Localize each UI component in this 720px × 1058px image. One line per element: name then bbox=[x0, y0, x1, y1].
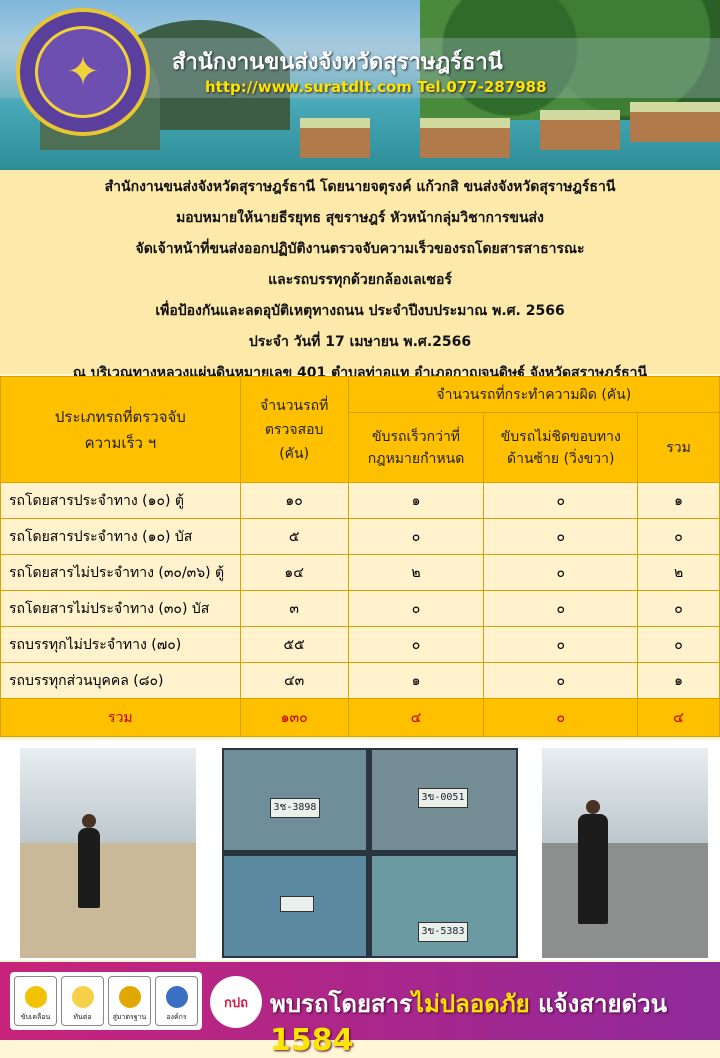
officer-icon bbox=[78, 828, 100, 908]
col-header-lane: ขับรถไม่ชิดขอบทางด้านซ้าย (วิ่งขวา) bbox=[484, 413, 638, 483]
inspected-count: ๑๐ bbox=[240, 483, 348, 519]
badge-label: ขับเคลื่อน bbox=[20, 1013, 51, 1021]
lane-count: ๐ bbox=[484, 663, 638, 699]
bungalow-shape bbox=[420, 118, 510, 158]
lane-count: ๐ bbox=[484, 483, 638, 519]
hotline-part3: แจ้งสายด่วน bbox=[529, 990, 668, 1018]
announcement-line: และรถบรรทุกด้วยกล้องเลเซอร์ bbox=[268, 272, 452, 288]
lightbulb-icon bbox=[25, 986, 47, 1008]
badge bbox=[61, 976, 104, 1026]
badge-label: ทันต่อ bbox=[73, 1013, 92, 1021]
license-plate: 3ข-5383 bbox=[418, 922, 468, 942]
plate-photo bbox=[372, 856, 516, 956]
speeding-count: ๒ bbox=[348, 555, 484, 591]
bungalow-shape bbox=[300, 118, 370, 158]
sum-count: ๐ bbox=[638, 519, 720, 555]
photo-strip bbox=[0, 740, 720, 960]
office-name: สำนักงานขนส่งจังหวัดสุราษฎร์ธานี bbox=[172, 50, 503, 75]
speed-check-table bbox=[0, 376, 720, 737]
announcement-line: เพื่อป้องกันและลดอุบัติเหตุทางถนน ประจำปีงบประมาณ พ.ศ. 2566 bbox=[155, 303, 565, 319]
bungalow-shape bbox=[540, 110, 620, 150]
announcement-line: จัดเจ้าหน้าที่ขนส่งออกปฏิบัติงานตรวจจับความเร็วของรถโดยสารสาธารณะ bbox=[135, 241, 585, 257]
bungalow-shape bbox=[630, 102, 720, 142]
license-plate bbox=[280, 896, 314, 912]
speeding-count: ๐ bbox=[348, 627, 484, 663]
announcement-line: ประจำ วันที่ 17 เมษายน พ.ศ.2566 bbox=[248, 334, 472, 350]
announcement-line: สำนักงานขนส่งจังหวัดสุราษฎร์ธานี โดยนายจตุรงค์ แก้วกสิ ขนส่งจังหวัดสุราษฎร์ธานี bbox=[104, 179, 616, 195]
table-total-row bbox=[1, 699, 720, 737]
globe-icon bbox=[119, 986, 141, 1008]
garuda-icon: ✦ bbox=[35, 26, 131, 118]
sum-count: ๐ bbox=[638, 627, 720, 663]
badge-group bbox=[10, 972, 202, 1030]
vehicle-type: รถบรรทุกส่วนบุคคล (๘๐) bbox=[1, 663, 241, 699]
total-speeding: ๔ bbox=[348, 699, 484, 737]
sum-count: ๑ bbox=[638, 663, 720, 699]
office-contact: http://www.suratdlt.com Tel.077-287988 bbox=[205, 78, 547, 96]
lane-count: ๐ bbox=[484, 519, 638, 555]
photo-officer-right bbox=[542, 748, 708, 958]
announcement bbox=[0, 170, 720, 381]
photo-plates bbox=[222, 748, 518, 958]
photo-officer-left bbox=[20, 748, 196, 958]
total-sum: ๔ bbox=[638, 699, 720, 737]
speeding-count: ๐ bbox=[348, 519, 484, 555]
plate-photo bbox=[372, 750, 516, 850]
inspected-count: ๓ bbox=[240, 591, 348, 627]
inspected-count: ๑๔ bbox=[240, 555, 348, 591]
thumbs-up-icon bbox=[166, 986, 188, 1008]
lane-count: ๐ bbox=[484, 591, 638, 627]
inspected-count: ๕๕ bbox=[240, 627, 348, 663]
kpd-logo: กปถ bbox=[210, 976, 262, 1028]
speeding-count: ๑ bbox=[348, 663, 484, 699]
license-plate: 3ช-3898 bbox=[270, 798, 320, 818]
hotline-part2: ไม่ปลอดภัย bbox=[412, 990, 530, 1018]
badge-label: สู่มาตรฐาน bbox=[112, 1013, 147, 1021]
col-header-violations: จำนวนรถที่กระทำความผิด (คัน) bbox=[348, 377, 719, 413]
hotline-message bbox=[270, 984, 720, 1058]
table-row bbox=[1, 663, 720, 699]
inspected-count: ๕ bbox=[240, 519, 348, 555]
sum-count: ๑ bbox=[638, 483, 720, 519]
badge bbox=[14, 976, 57, 1026]
col-header-sum: รวม bbox=[638, 413, 720, 483]
vehicle-type: รถบรรทุกไม่ประจำทาง (๗๐) bbox=[1, 627, 241, 663]
officer-icon bbox=[578, 814, 608, 924]
sum-count: ๐ bbox=[638, 591, 720, 627]
badge-label: องค์กร bbox=[166, 1013, 187, 1021]
plate-photo bbox=[224, 750, 366, 850]
col-header-type: ประเภทรถที่ตรวจจับความเร็ว ฯ bbox=[1, 377, 241, 483]
badge bbox=[155, 976, 198, 1026]
footer-banner bbox=[0, 962, 720, 1058]
ground-shape bbox=[20, 843, 196, 959]
sum-count: ๒ bbox=[638, 555, 720, 591]
announcement-line: มอบหมายให้นายธีรยุทธ สุขราษฎร์ หัวหน้ากลุ่มวิชาการขนส่ง bbox=[176, 210, 544, 226]
col-header-speeding: ขับรถเร็วกว่าที่กฎหมายกำหนด bbox=[348, 413, 484, 483]
badge bbox=[108, 976, 151, 1026]
plate-photo bbox=[224, 856, 366, 956]
col-header-inspected: จำนวนรถที่ตรวจสอบ (คัน) bbox=[240, 377, 348, 483]
speeding-count: ๑ bbox=[348, 483, 484, 519]
announcement-line: ณ บริเวณทางหลวงแผ่นดินหมายเลข 401 ตำบลท่าอุแท อำเภอกาญจนดิษฐ์ จังหวัดสุราษฎร์ธานี bbox=[72, 365, 648, 381]
officer-icon bbox=[586, 800, 600, 814]
officer-icon bbox=[82, 814, 96, 828]
speeding-count: ๐ bbox=[348, 591, 484, 627]
table-row bbox=[1, 483, 720, 519]
vehicle-type: รถโดยสารไม่ประจำทาง (๓๐) บัส bbox=[1, 591, 241, 627]
total-label: รวม bbox=[1, 699, 241, 737]
table-row bbox=[1, 555, 720, 591]
road-shape bbox=[542, 843, 708, 959]
hotline-number: 1584 bbox=[270, 1023, 354, 1058]
vehicle-type: รถโดยสารไม่ประจำทาง (๓๐/๓๖) ตู้ bbox=[1, 555, 241, 591]
inspected-count: ๔๓ bbox=[240, 663, 348, 699]
total-inspected: ๑๓๐ bbox=[240, 699, 348, 737]
dlt-logo bbox=[16, 8, 150, 136]
lane-count: ๐ bbox=[484, 555, 638, 591]
sky-shape bbox=[542, 748, 708, 843]
table-row bbox=[1, 627, 720, 663]
vehicle-type: รถโดยสารประจำทาง (๑๐) ตู้ bbox=[1, 483, 241, 519]
arrow-icon bbox=[72, 986, 94, 1008]
total-lane: ๐ bbox=[484, 699, 638, 737]
table-row bbox=[1, 591, 720, 627]
table-header-row bbox=[1, 377, 720, 413]
lane-count: ๐ bbox=[484, 627, 638, 663]
hotline-part1: พบรถโดยสาร bbox=[270, 990, 413, 1018]
license-plate: 3ข-0051 bbox=[418, 788, 468, 808]
vehicle-type: รถโดยสารประจำทาง (๑๐) บัส bbox=[1, 519, 241, 555]
header-banner bbox=[0, 0, 720, 170]
table-row bbox=[1, 519, 720, 555]
sky-shape bbox=[20, 748, 196, 843]
